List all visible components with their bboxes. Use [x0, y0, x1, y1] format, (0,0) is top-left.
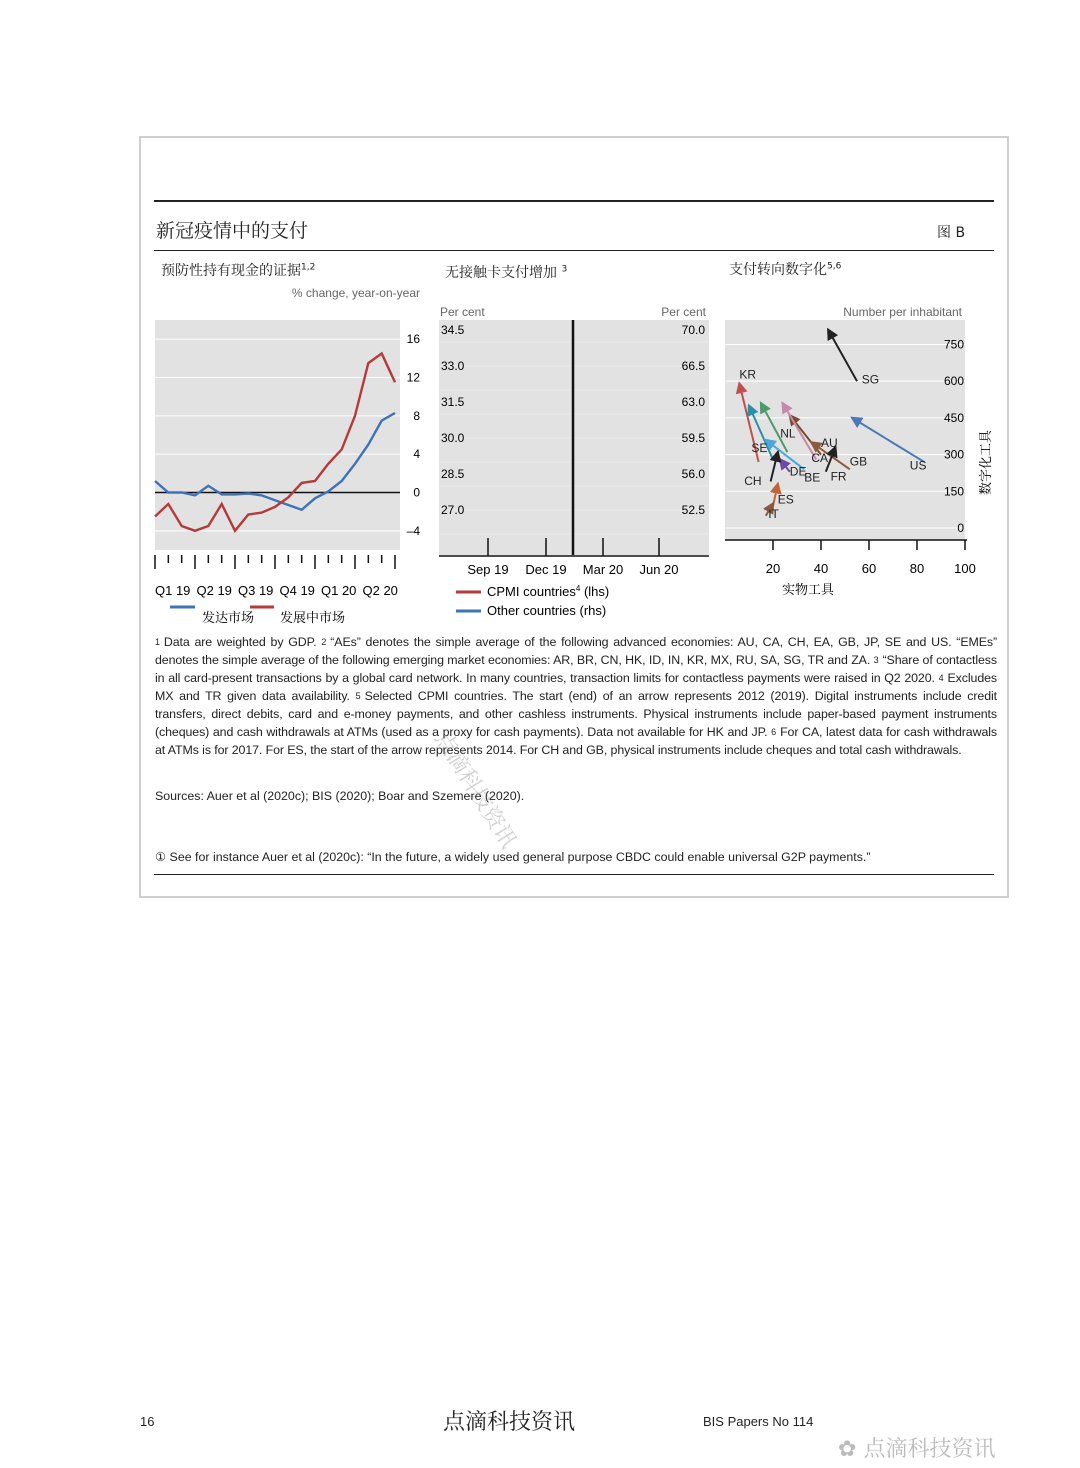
- panel2-left-tick: 31.5: [441, 395, 465, 409]
- panel1-x-tick: Q3 19: [238, 583, 274, 598]
- figure-title-rule: [154, 250, 994, 251]
- country-label-kr: KR: [739, 367, 757, 382]
- panel1-plot-area: [155, 320, 400, 550]
- footer-brand: 点滴科技资讯: [443, 1410, 576, 1435]
- panel1-y-tick: 16: [406, 332, 420, 347]
- country-label-gb: GB: [849, 454, 868, 469]
- panel3-y-tick: 150: [943, 484, 964, 499]
- panel2-left-tick: 33.0: [441, 359, 465, 373]
- page-number: 16: [140, 1414, 155, 1429]
- panel2-right-tick: 66.5: [681, 359, 705, 373]
- figure-label: 图 B: [937, 225, 966, 241]
- panel1-y-tick: 0: [413, 485, 420, 500]
- panel3-ylabel: 数字化工具: [978, 429, 993, 495]
- country-label-nl: NL: [780, 426, 796, 441]
- panel1-legend: [170, 607, 345, 625]
- panel2-x-tick: Dec 19: [525, 562, 567, 577]
- note-text: Selected CPMI countries. The start (end) of an arrow represents 2012 (2019). Digital instruments include credit transfers, direct debits, card and e-money payments, and other cashless instruments. Physical instruments include paper-based payment instruments (cheques) and cash withdrawals at ATMs (used as a proxy for cash payments). Data not available for HK and JP.: [155, 689, 997, 739]
- country-label-ch: CH: [744, 474, 762, 489]
- note-marker: 1: [155, 637, 160, 647]
- footnote: ① See for instance Auer et al (2020c): “In the future, a widely used general purpose CBDC could enable universal G2P payments.”: [155, 850, 871, 864]
- panel1-unit: % change, year-on-year: [291, 286, 420, 300]
- wechat-mark: ✿ 点滴科技资讯: [838, 1437, 996, 1462]
- panel1-x-tick: Q1 19: [155, 583, 191, 598]
- panel3-x-tick: 40: [813, 561, 829, 576]
- panel1-y-tick: 4: [413, 447, 420, 462]
- panel2-left-tick: 27.0: [441, 503, 465, 517]
- panel2-left-unit: Per cent: [440, 305, 485, 319]
- legend-label-emerging: 发展中市场: [280, 610, 346, 625]
- panel2-right-tick: 52.5: [681, 503, 705, 517]
- panel1-y-tick: 12: [406, 370, 420, 385]
- note-marker: 4: [938, 673, 944, 683]
- note-text: “Share of contactless in all card-present transactions by a global card network. In many countries, transaction limits for contactless payments were raised in Q2 2020.: [155, 653, 997, 685]
- panel3-y-tick: 300: [943, 447, 964, 462]
- panel3-y-tick: 450: [943, 410, 964, 425]
- panel1-title: 预防性持有现金的证据$^{1,2}$: [161, 262, 316, 279]
- panel2-x-tick: Mar 20: [582, 562, 624, 577]
- note-text: For CA, latest data for cash withdrawals at ATMs is for 2017. For ES, the start of the arrow represents 2014. For CH and GB, physical instruments include cheques and total cash withdrawals.: [155, 725, 997, 757]
- panel3-chart: [720, 300, 1010, 605]
- legend-label-other: Other countries (rhs): [487, 603, 607, 618]
- country-label-de: DE: [789, 464, 807, 479]
- panel1-y-tick: 8: [413, 408, 420, 423]
- wechat-icon: ✿: [838, 1437, 857, 1462]
- country-label-fr: FR: [830, 469, 847, 484]
- country-label-be: BE: [804, 470, 821, 485]
- panel1-x-tick: Q2 19: [196, 583, 232, 598]
- figure-notes: [155, 633, 997, 759]
- panel2-right-tick: 70.0: [681, 323, 705, 337]
- panel3-x-tick: 80: [909, 561, 925, 576]
- panel2-left-tick: 30.0: [441, 431, 465, 445]
- country-label-au: AU: [821, 436, 838, 451]
- panel2-right-tick: 63.0: [681, 395, 705, 409]
- panel3-xlabel: 实物工具: [781, 582, 835, 597]
- panel2-left-tick: 28.5: [441, 467, 465, 481]
- note-marker: 6: [771, 727, 777, 737]
- panel1-y-tick: –4: [406, 523, 420, 538]
- panel2-legend: [456, 584, 609, 618]
- panel3-x-tick: 60: [861, 561, 877, 576]
- panel1-x-tick: Q2 20: [362, 583, 398, 598]
- legend-label-advanced: 发达市场: [202, 610, 255, 625]
- panel1-x-tick: Q1 20: [321, 583, 357, 598]
- country-label-ca: CA: [811, 450, 829, 465]
- country-label-it: IT: [768, 507, 779, 522]
- panel2-x-tick: Sep 19: [467, 562, 509, 577]
- note-text: Data are weighted by GDP.: [163, 635, 322, 649]
- note-marker: 2: [321, 637, 327, 647]
- panel1-chart: [150, 280, 430, 630]
- figure-title: 新冠疫情中的支付: [156, 220, 309, 242]
- footnote-rule: [154, 874, 994, 875]
- panel1-x-tick: Q4 19: [279, 583, 315, 598]
- panel3-y-tick: 750: [943, 337, 964, 352]
- note-marker: 5: [355, 691, 361, 701]
- note-marker: 3: [873, 655, 879, 665]
- country-label-sg: SG: [861, 372, 880, 387]
- panel2-left-tick: 34.5: [441, 323, 465, 337]
- panel2-right-tick: 56.0: [681, 467, 705, 481]
- panel2-right-unit: Per cent: [661, 305, 706, 319]
- sources-line: Sources: Auer et al (2020c); BIS (2020); Boar and Szemere (2020).: [155, 789, 525, 803]
- country-label-se: SE: [751, 441, 768, 456]
- country-label-es: ES: [777, 492, 794, 507]
- figure-top-rule: [154, 200, 994, 202]
- panel3-y-tick: 0: [957, 521, 964, 535]
- panel2-right-tick: 59.5: [681, 431, 705, 445]
- panel3-plot-area: [725, 320, 965, 540]
- panel3-title: 支付转向数字化$^{5,6}$: [729, 261, 842, 278]
- country-label-us: US: [909, 458, 927, 473]
- footer-series: BIS Papers No 114: [703, 1414, 814, 1429]
- legend-label-cpmi: CPMI countries$^4$ (lhs): [487, 584, 610, 599]
- watermark: 点滴科技资讯: [429, 727, 521, 853]
- panel3-x-tick: 100: [954, 561, 976, 576]
- note-text: “AEs” denotes the simple average of the following advanced economies: AU, CA, CH, EA, GB, JP, SE and US. “EMEs” denotes the simple average of the following emerging market economies: AR, BR, CN, HK, ID, IN, KR, MX, RU, SA, SG, TR and ZA.: [155, 635, 998, 667]
- panel2-chart: [436, 300, 716, 625]
- panel3-unit: Number per inhabitant: [843, 305, 962, 319]
- panel3-y-tick: 600: [943, 374, 964, 389]
- panel2-title: 无接触卡支付增加 $^3$: [445, 264, 568, 281]
- panel3-x-tick: 20: [765, 561, 781, 576]
- panel2-x-tick: Jun 20: [639, 562, 679, 577]
- note-text: Excludes MX and TR given data availability.: [155, 671, 997, 703]
